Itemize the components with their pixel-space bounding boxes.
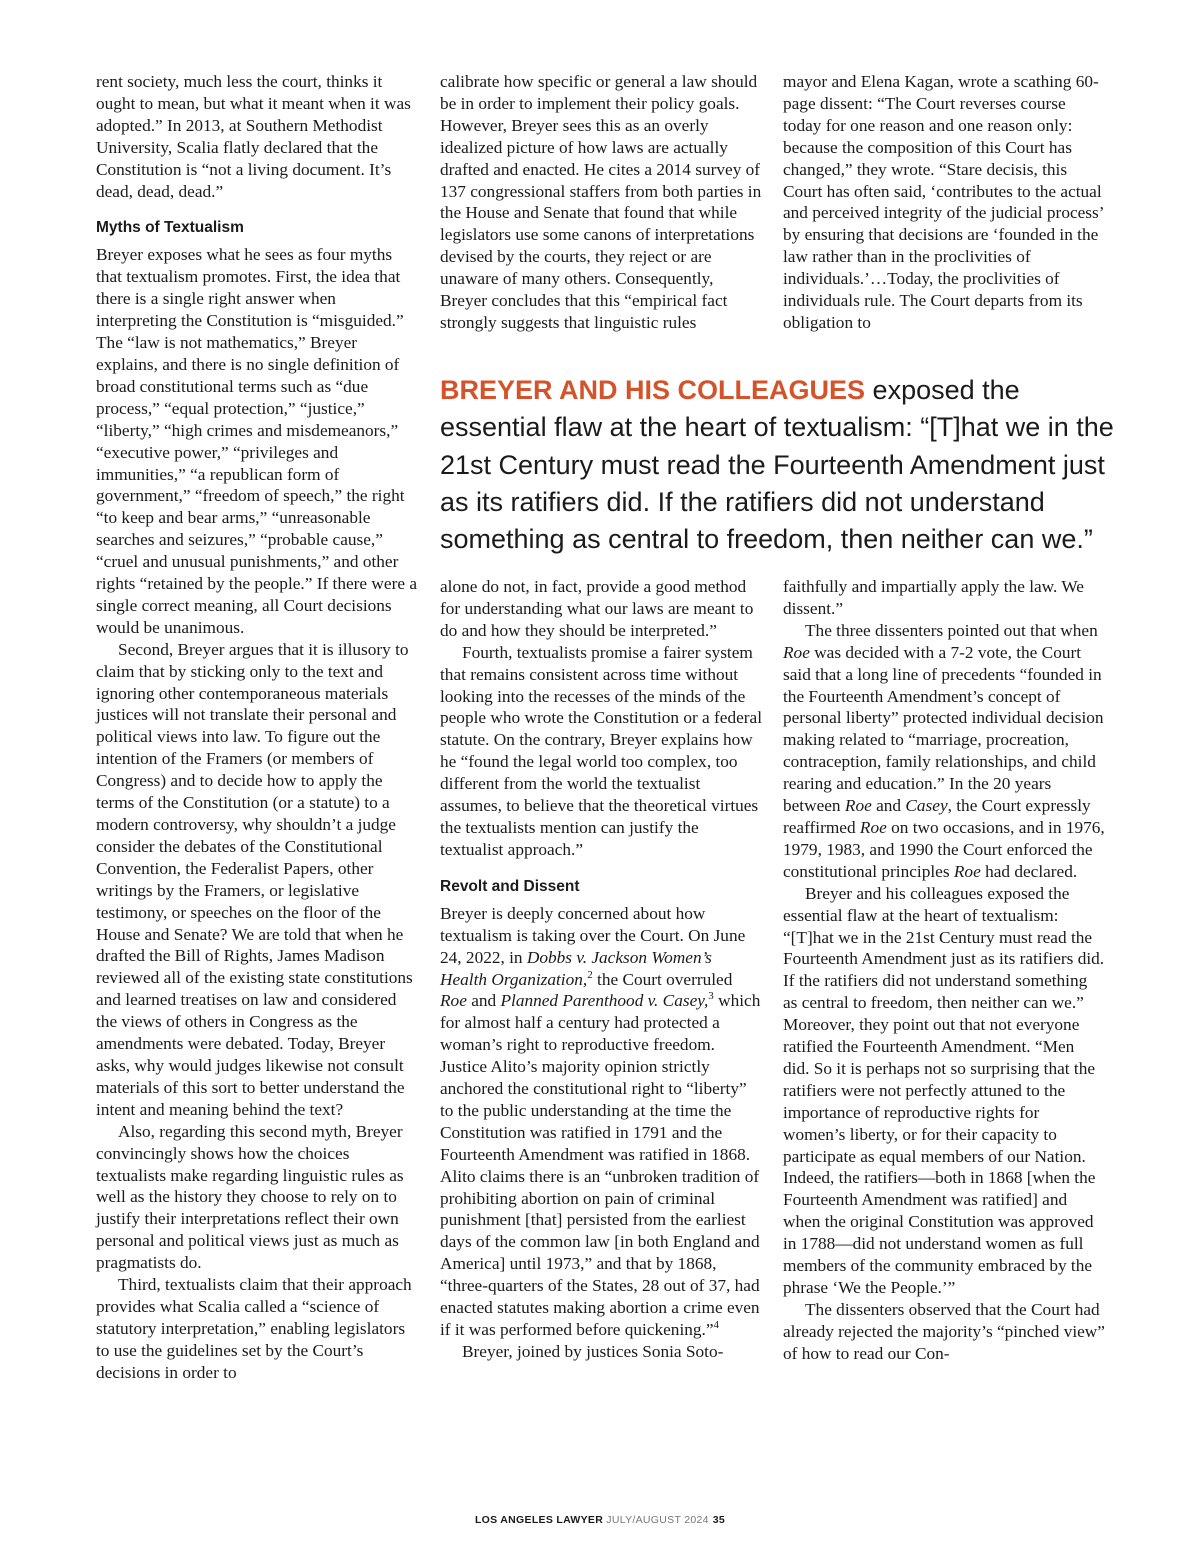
paragraph: Also, regarding this second myth, Breyer convincingly shows how the choices textualists make regarding linguistic rules as well as the history they choose to rely on to justify their interpretations reflect their own personal and political views just as much as pragmatists do.: [96, 1121, 404, 1273]
text-run: , the Court expressly reaffirmed: [783, 796, 1091, 837]
column-1: [96, 71, 418, 1384]
pull-quote: [440, 372, 1120, 558]
paragraph: alone do not, in fact, provide a good method for understanding what our laws are meant to do and how they should be interpreted.”: [440, 577, 754, 640]
case-name: Roe: [859, 817, 887, 837]
text-run: The three dissenters pointed out that when: [805, 620, 1098, 640]
text-run: and: [466, 991, 501, 1011]
paragraph: Third, textualists claim that their approach provides what Scalia called a “science of statutory interpretation,” enabling legislators to use the guidelines set by the Court’s decisions in order to: [96, 1275, 412, 1382]
column-3-top: [783, 71, 1105, 334]
case-name: Planned Parenthood v. Casey,: [500, 991, 709, 1011]
footnote-ref: 3: [708, 990, 714, 1003]
text-run: on two occasions, and in 1976, 1979, 1983, and 1990 the Court enforced the constitutional principles: [783, 817, 1105, 881]
case-name: Roe: [440, 991, 467, 1011]
text-run: which for almost half a century had protected a woman’s right to reproductive freedom. Justice Alito’s majority opinion strictly anchored the constitutional right to “liberty” to the public understanding at the time the Constitution was ratified in 1791 and the Fourteenth Amendment was ratified in 1868. Alito claims there is an “unbroken tradition of prohibiting abortion on pain of criminal punishment [that] persisted from the earliest days of the common law [in both England and America] until 1973,” and that by 1868, “three-quarters of the States, 28 out of 37, had enacted statutes making abortion a crime even if it was performed before quickening.”: [440, 991, 761, 1339]
page-number: 35: [712, 1514, 726, 1526]
case-name: Casey: [905, 796, 948, 816]
issue-date: JULY/AUGUST 2024: [606, 1514, 709, 1526]
column-2-top: [440, 71, 762, 334]
paragraph: calibrate how specific or general a law should be in order to implement their policy goals. However, Breyer sees this as an overly idealized picture of how laws are actually drafted and enacted. He cites a 2014 survey of 137 congressional staffers from both parties in the House and Senate that found that while legislators use some canons of interpretations devised by the courts, they reject or are unaware of many others. Consequently, Breyer concludes that this “empirical fact strongly suggests that linguistic rules: [440, 72, 762, 332]
paragraph: faithfully and impartially apply the law. We dissent.”: [783, 577, 1084, 618]
paragraph: The dissenters observed that the Court had already rejected the majority’s “pinched view” of how to read our Con-: [783, 1299, 1105, 1363]
paragraph: Fourth, textualists promise a fairer system that remains consistent across time without looking into the recesses of the minds of the people who wrote the Constitution or a federal statute. On the contrary, Breyer explains how he “found the legal world too complex, too different from the world the textualist assumes, to believe that the theoretical virtues the textualists mention can justify the textualist approach.”: [440, 642, 763, 859]
text-run: Breyer is deeply concerned about how textualism is taking over the Court. On June 24, 2022, in: [440, 903, 746, 967]
pull-quote-text: exposed the essential flaw at the heart of textualism: “[T]hat we in the 21st Century must read the Fourteenth Amendment just as its ratifiers did. If the ratifiers did not understand something as central to freedom, then neither can we.”: [440, 375, 1114, 555]
section-heading-revolt: Revolt and Dissent: [440, 877, 580, 895]
case-name: Dobbs v. Jackson Women’s Health Organization,: [440, 947, 712, 989]
column-3-bottom: [783, 576, 1105, 1365]
text-run: had declared.: [980, 861, 1078, 881]
case-name: Roe: [844, 796, 872, 816]
pull-quote-lead: BREYER AND HIS COLLEAGUES: [440, 375, 866, 405]
column-2-bottom: [440, 576, 762, 1363]
case-name: Roe: [783, 642, 810, 662]
paragraph: Breyer, joined by justices Sonia Soto-: [462, 1341, 724, 1361]
case-name: Roe: [953, 861, 981, 881]
paragraph-dobbs: [440, 903, 762, 1341]
paragraph: Breyer and his colleagues exposed the essential flaw at the heart of textualism: “[T]hat we in the 21st Century must read the Fourteenth Amendment just as its ratifiers did. If the ratifiers did not understand something as central to freedom, then neither can we.” Moreover, they point out that not everyone ratified the Fourteenth Amendment. “Men did. So it is perhaps not so surprising that the ratifiers were not perfectly attuned to the importance of reproductive rights for women’s liberty, or for their capacity to participate as equal members of our Nation. Indeed, the ratifiers—both in 1868 [when the Fourteenth Amendment was ratified] and when the original Constitution was approved in 1788—did not understand women as full members of the community embraced by the phrase ‘We the People.’”: [783, 883, 1105, 1297]
text-run: the Court overruled: [592, 969, 733, 989]
footnote-ref: 4: [713, 1319, 720, 1332]
text-run: was decided with a 7-2 vote, the Court said that a long line of precedents “founded in the Fourteenth Amendment’s concept of personal liberty” protected individual decision making related to “marriage, procreation, contraception, family relationships, and child rearing and education.” In the 20 years between: [783, 642, 1104, 816]
publication-name: LOS ANGELES LAWYER: [474, 1514, 604, 1526]
paragraph: mayor and Elena Kagan, wrote a scathing 60-page dissent: “The Court reverses course today for one reason and one reason only: because the composition of this Court has changed,” they wrote. “Stare decisis, this Court has often said, ‘contributes to the actual and perceived integrity of the judicial process’ by ensuring that decisions are ‘founded in the law rather than in the proclivities of individuals.’…Today, the proclivities of individuals rule. The Court departs from its obligation to: [783, 72, 1104, 332]
paragraph: Breyer exposes what he sees as four myths that textualism promotes. First, the idea that there is a single right answer when interpreting the Constitution is “misguided.” The “law is not mathematics,” Breyer explains, and there is no single definition of broad constitutional terms such as “due process,” “equal protection,” “justice,” “liberty,” “high crimes and misdemeanors,” “executive power,” “privileges and immunities,” “a republican form of government,” “freedom of speech,” the right “to keep and bear arms,” “unreasonable searches and seizures,” “probable cause,” “cruel and unusual punishments,” and other rights “retained by the people.” If there were a single correct meaning, all Court decisions would be unanimous.: [96, 245, 417, 637]
paragraph: Second, Breyer argues that it is illusory to claim that by sticking only to the text and ignoring other contemporaneous materials justices will not translate their personal and political views into law. To figure out the intention of the Framers (or members of Congress) and to decide how to apply the terms of the Constitution (or a statute) to a modern controversy, why shouldn’t a judge consider the debates of the Constitutional Convention, the Federalist Papers, other writings by the Framers, or legislative testimony, or speeches on the floor of the House and Senate? We are told that when he drafted the Bill of Rights, James Madison reviewed all of the existing state constitutions and learned treatises on law and considered the views of others in Congress as the amendments were debated. Today, Breyer asks, why would judges likewise not consult materials of this sort to better understand the intent and meaning behind the text?: [96, 639, 413, 1119]
footnote-ref: 2: [587, 968, 593, 981]
text-run: and: [871, 796, 906, 816]
paragraph: rent society, much less the court, thinks it ought to mean, but what it meant when it was adopted.” In 2013, at Southern Methodist University, Scalia flatly declared that the Constitution is “not a living document. It’s dead, dead, dead.”: [96, 72, 411, 201]
paragraph-roe: [783, 620, 1105, 883]
section-heading-myths: Myths of Textualism: [96, 219, 244, 237]
page-footer: [0, 1514, 1200, 1526]
